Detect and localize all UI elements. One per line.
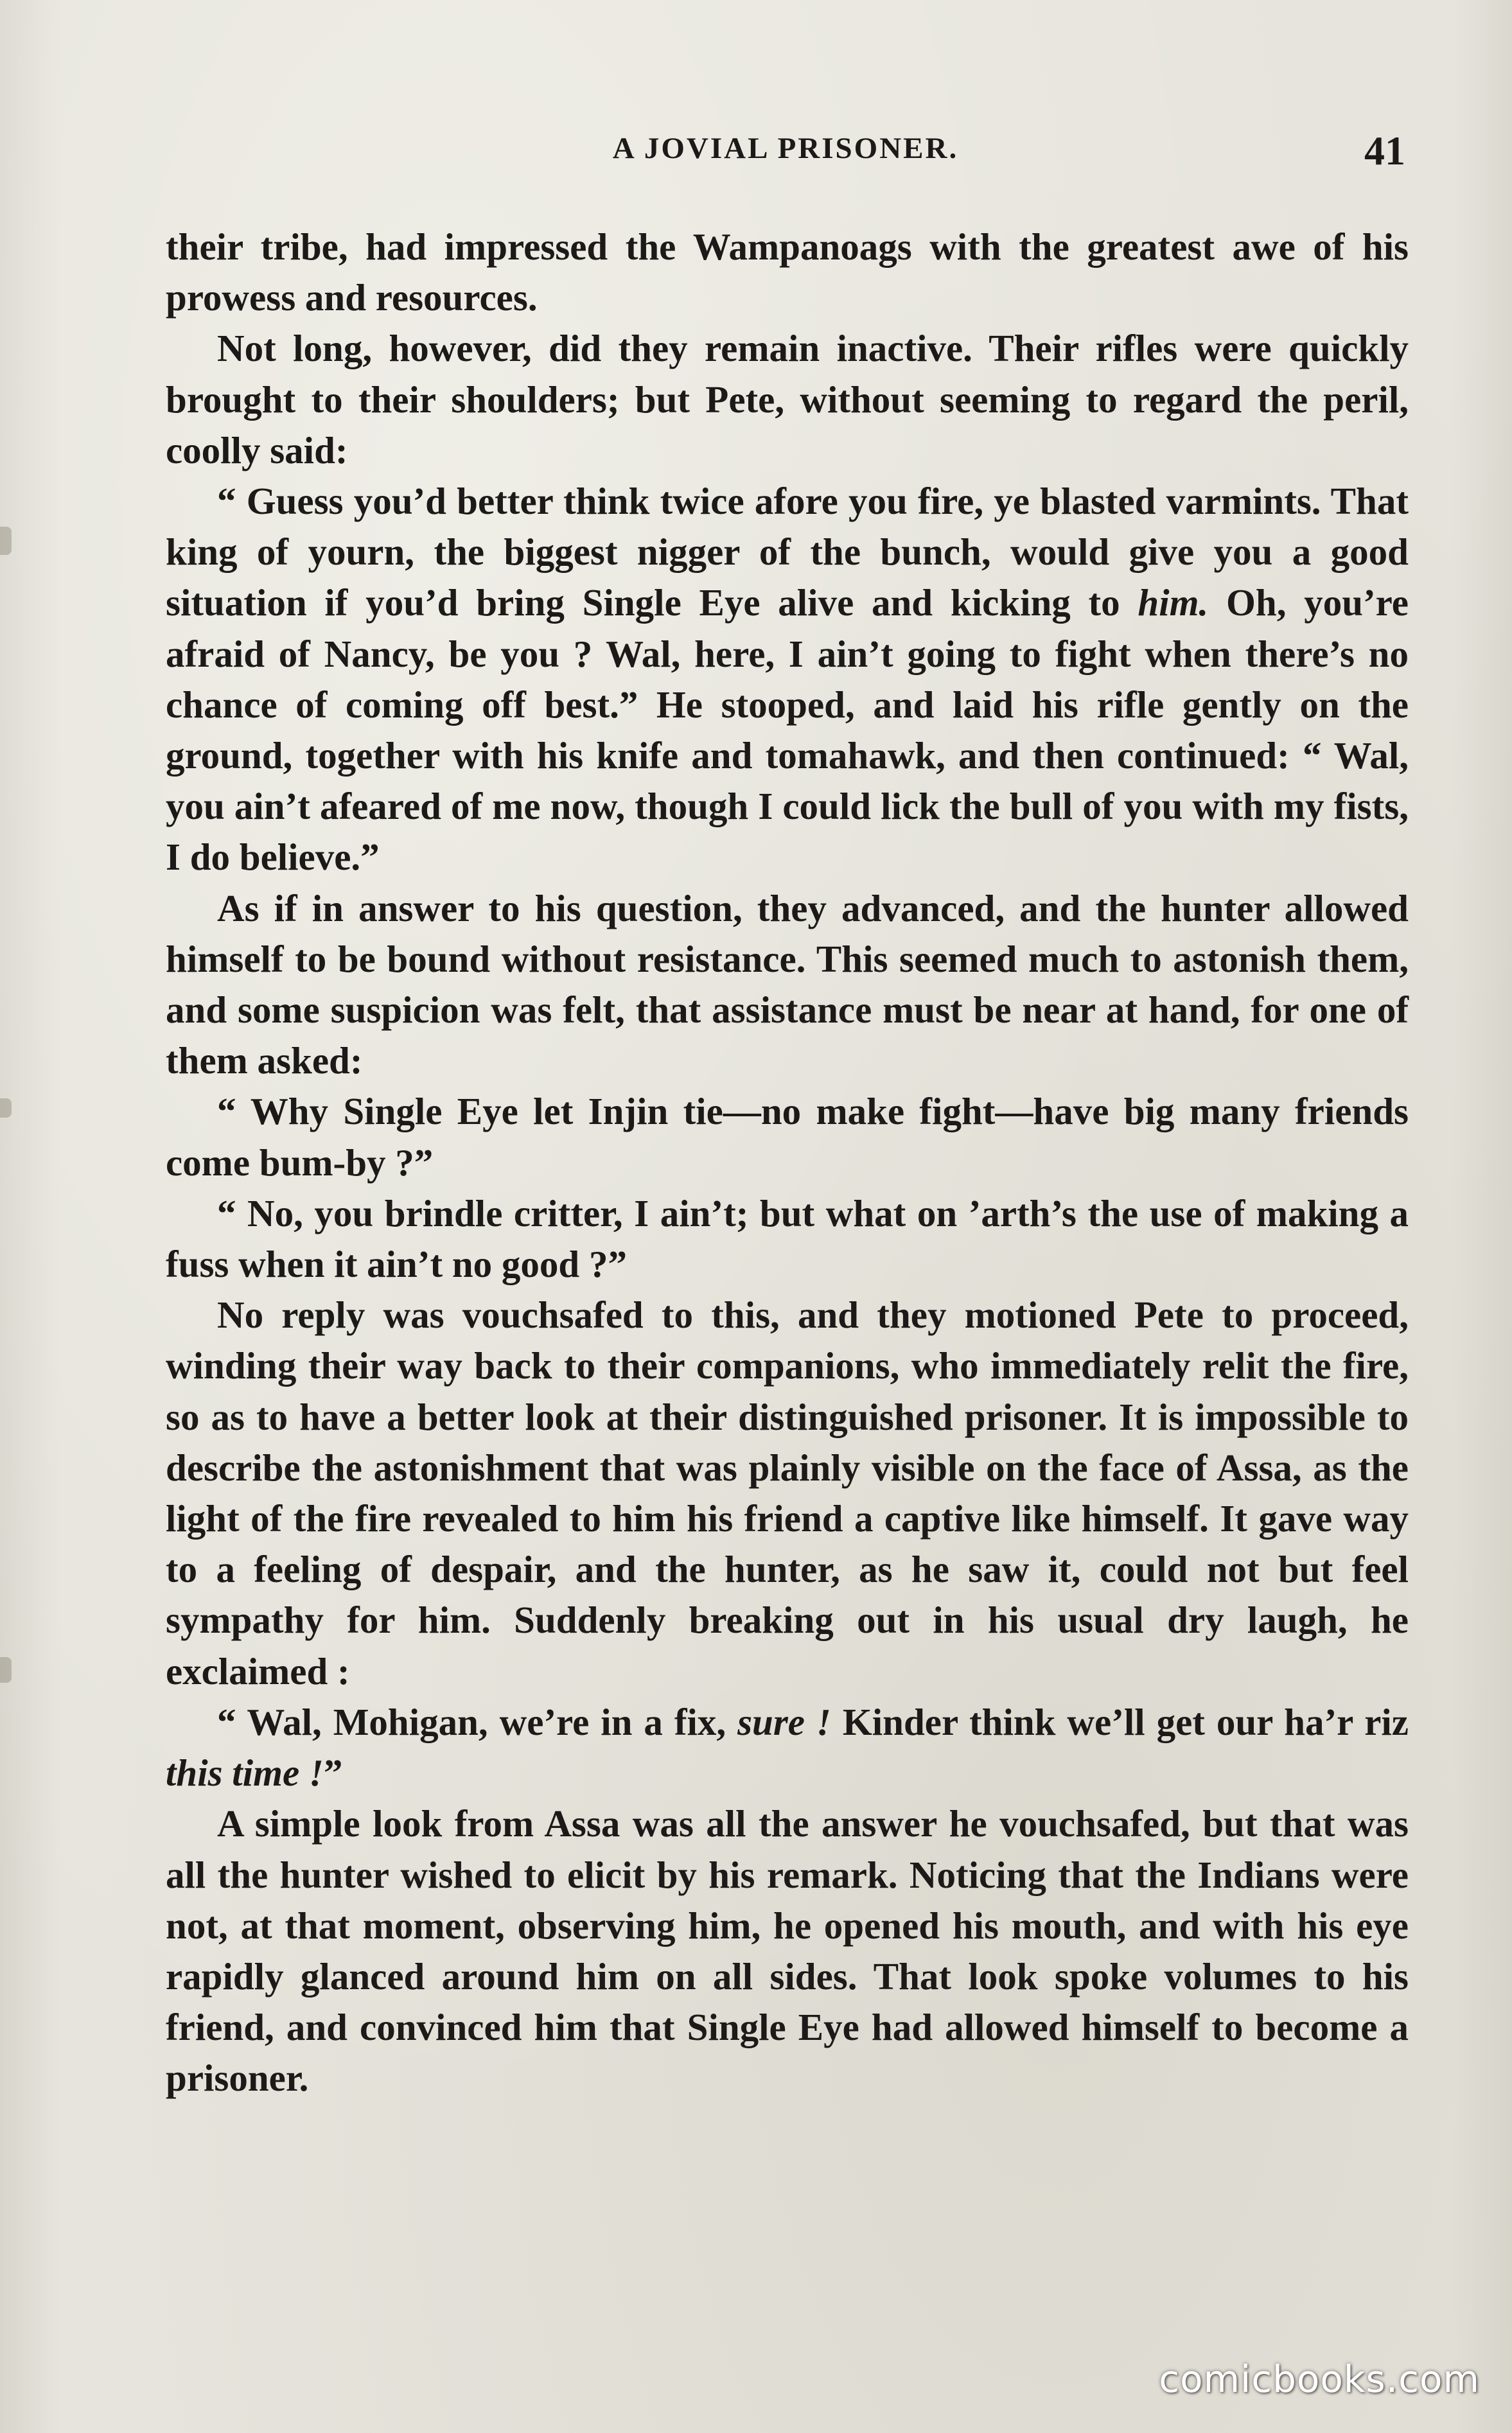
text-segment: As if in answer to his question, they advanced, and the hunter allowed himself to be bound without resistance. This seemed much to astonish them, and some suspicion was felt, that assistance must be near at hand, for one of them asked:: [166, 886, 1409, 1082]
text-segment: “ Wal, Mohigan, we’re in a fix,: [217, 1700, 738, 1743]
paragraph: [166, 883, 1409, 1087]
page-edge-wear: [0, 527, 12, 555]
page-edge-wear: [0, 1657, 12, 1683]
paragraph: [166, 1188, 1409, 1290]
watermark: comicbooks.com: [1159, 2357, 1480, 2401]
paragraph: [166, 1697, 1409, 1798]
running-title: A JOVIAL PRISONER.: [612, 132, 959, 165]
paragraph: [166, 1086, 1409, 1188]
running-header: [166, 127, 1405, 179]
text-segment: Not long, however, did they remain inactive. Their rifles were quickly brought to their shoulders; but Pete, without seeming to regard the peril, coolly said:: [166, 327, 1409, 471]
text-segment: their tribe, had impressed the Wampanoags with the greatest awe of his prowess and resources.: [166, 225, 1409, 319]
text-segment: ”: [323, 1752, 343, 1795]
paragraph: [166, 1290, 1409, 1697]
italic-text: this time !: [166, 1752, 324, 1795]
text-segment: Oh, you’re afraid of Nancy, be you ? Wal, here, I ain’t going to fight when there’s no chance of coming off best.” He stooped, and laid his rifle gently on the ground, together with his knife and tomahawk, and then continued: “ Wal, you ain’t afeared of me now, though I could lick the bull of you with my fists, I do believe.”: [166, 581, 1409, 879]
text-segment: “ Why Single Eye let Injin tie—no make fight—have big many friends come bum-by ?”: [166, 1090, 1409, 1184]
body-text: [166, 222, 1409, 2104]
text-segment: “ No, you brindle critter, I ain’t; but what on ’arth’s the use of making a fuss when it ain’t no good ?”: [166, 1191, 1409, 1286]
italic-text: him.: [1138, 581, 1209, 624]
text-segment: “ Guess you’d better think twice afore you fire, ye blasted varmints. That king of yourn, the biggest nigger of the bunch, would give you a good situation if you’d bring Single Eye alive and kicking to: [166, 480, 1409, 624]
text-segment: Kinder think we’ll get our ha’r riz: [831, 1700, 1409, 1743]
page-number: 41: [1364, 128, 1405, 173]
italic-text: sure !: [737, 1700, 831, 1743]
paragraph: [166, 323, 1409, 476]
text-segment: A simple look from Assa was all the answer he vouchsafed, but that was all the hunter wished to elicit by his remark. Noticing that the Indians were not, at that moment, observing him, he opened his mouth, and with his eye rapidly glanced around him on all sides. That look spoke volumes to his friend, and convinced him that Single Eye had allowed himself to become a prisoner.: [166, 1802, 1409, 2100]
text-segment: No reply was vouchsafed to this, and they motioned Pete to proceed, winding their way back to their companions, who immediately relit the fire, so as to have a better look at their distinguished prisoner. It is impossible to describe the astonishment that was plainly visible on the face of Assa, as the light of the fire revealed to him his friend a captive like himself. It gave way to a feeling of despair, and the hunter, as he saw it, could not but feel sympathy for him. Suddenly breaking out in his usual dry laugh, he exclaimed :: [166, 1294, 1409, 1692]
page-edge-wear: [0, 1098, 12, 1118]
paragraph: [166, 222, 1409, 323]
paragraph: [166, 476, 1409, 883]
paragraph: [166, 1798, 1409, 2104]
